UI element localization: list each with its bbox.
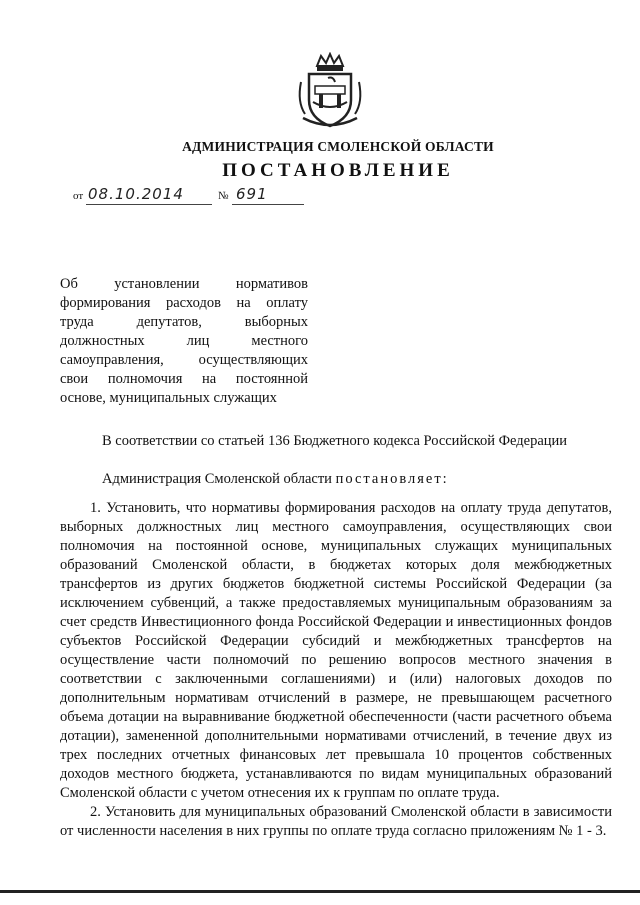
subject-line: Об установлении нормативов <box>60 276 308 292</box>
subject-line: самоуправления, осуществляющих <box>60 352 308 368</box>
subject-line: должностных лиц местного <box>60 333 308 349</box>
subject-line: труда депутатов, выборных <box>60 314 308 330</box>
date-underline <box>86 204 212 205</box>
number-underline <box>232 204 304 205</box>
paragraph-2: 2. Установить для муниципальных образований Смоленской области в зависимости от численности населения в них группы по оплате труда согласно приложениям № 1 - 3. <box>60 804 612 839</box>
subject-block <box>60 275 308 408</box>
resolution-body <box>60 499 612 841</box>
scan-bottom-edge <box>0 890 640 893</box>
subject-line: основе, муниципальных служащих <box>60 390 277 406</box>
date-prefix: от <box>73 190 84 202</box>
handwritten-number: 691 <box>236 185 268 203</box>
subject-line: формирования расходов на оплату <box>60 295 308 311</box>
handwritten-date: 08.10.2014 <box>88 185 184 203</box>
coat-of-arms-emblem <box>295 52 365 130</box>
paragraph-1: 1. Установить, что нормативы формирования расходов на оплату труда депутатов, выборных должностных лиц местного самоуправления, осуществляющих свои полномочия на постоянной основе, муниципальных служащих муниципальных образований Смоленской области, в бюджетах которых доля межбюджетных трансфертов из других бюджетов бюджетной системы Российской Федерации (за исключением субвенций, а также предоставляемых муниципальным образованиям за счет средств Инвестиционного фонда Российской Федерации и инвестиционных фондов субъектов Российской Федерации субсидий и межбюджетных трансфертов на осуществление части полномочий по решению вопросов местного значения в соответствии с заключенными соглашениями) и (или) налоговых доходов по дополнительным нормативам отчислений в размере, не превышающем расчетного объема дотации на выравнивание бюджетной обеспеченности (части расчетного объема дотации), замененной дополнительными нормативами отчислений, в течение двух из трех последних отчетных финансовых лет превышала 10 процентов собственных доходов местного бюджета, устанавливаются по видам муниципальных образований Смоленской области с учетом отнесения их к группам по оплате труда. <box>60 500 612 801</box>
decree-lead: Администрация Смоленской области <box>102 471 332 487</box>
number-prefix: № <box>218 190 229 202</box>
issuing-authority: АДМИНИСТРАЦИЯ СМОЛЕНСКОЙ ОБЛАСТИ <box>182 139 494 154</box>
subject-line: свои полномочия на постоянной <box>60 371 308 387</box>
document-type-title: ПОСТАНОВЛЕНИЕ <box>222 160 454 181</box>
legal-basis: В соответствии со статьей 136 Бюджетного кодекса Российской Федерации <box>102 433 568 449</box>
decree-word: постановляет: <box>335 471 449 487</box>
decree-statement <box>102 470 602 489</box>
